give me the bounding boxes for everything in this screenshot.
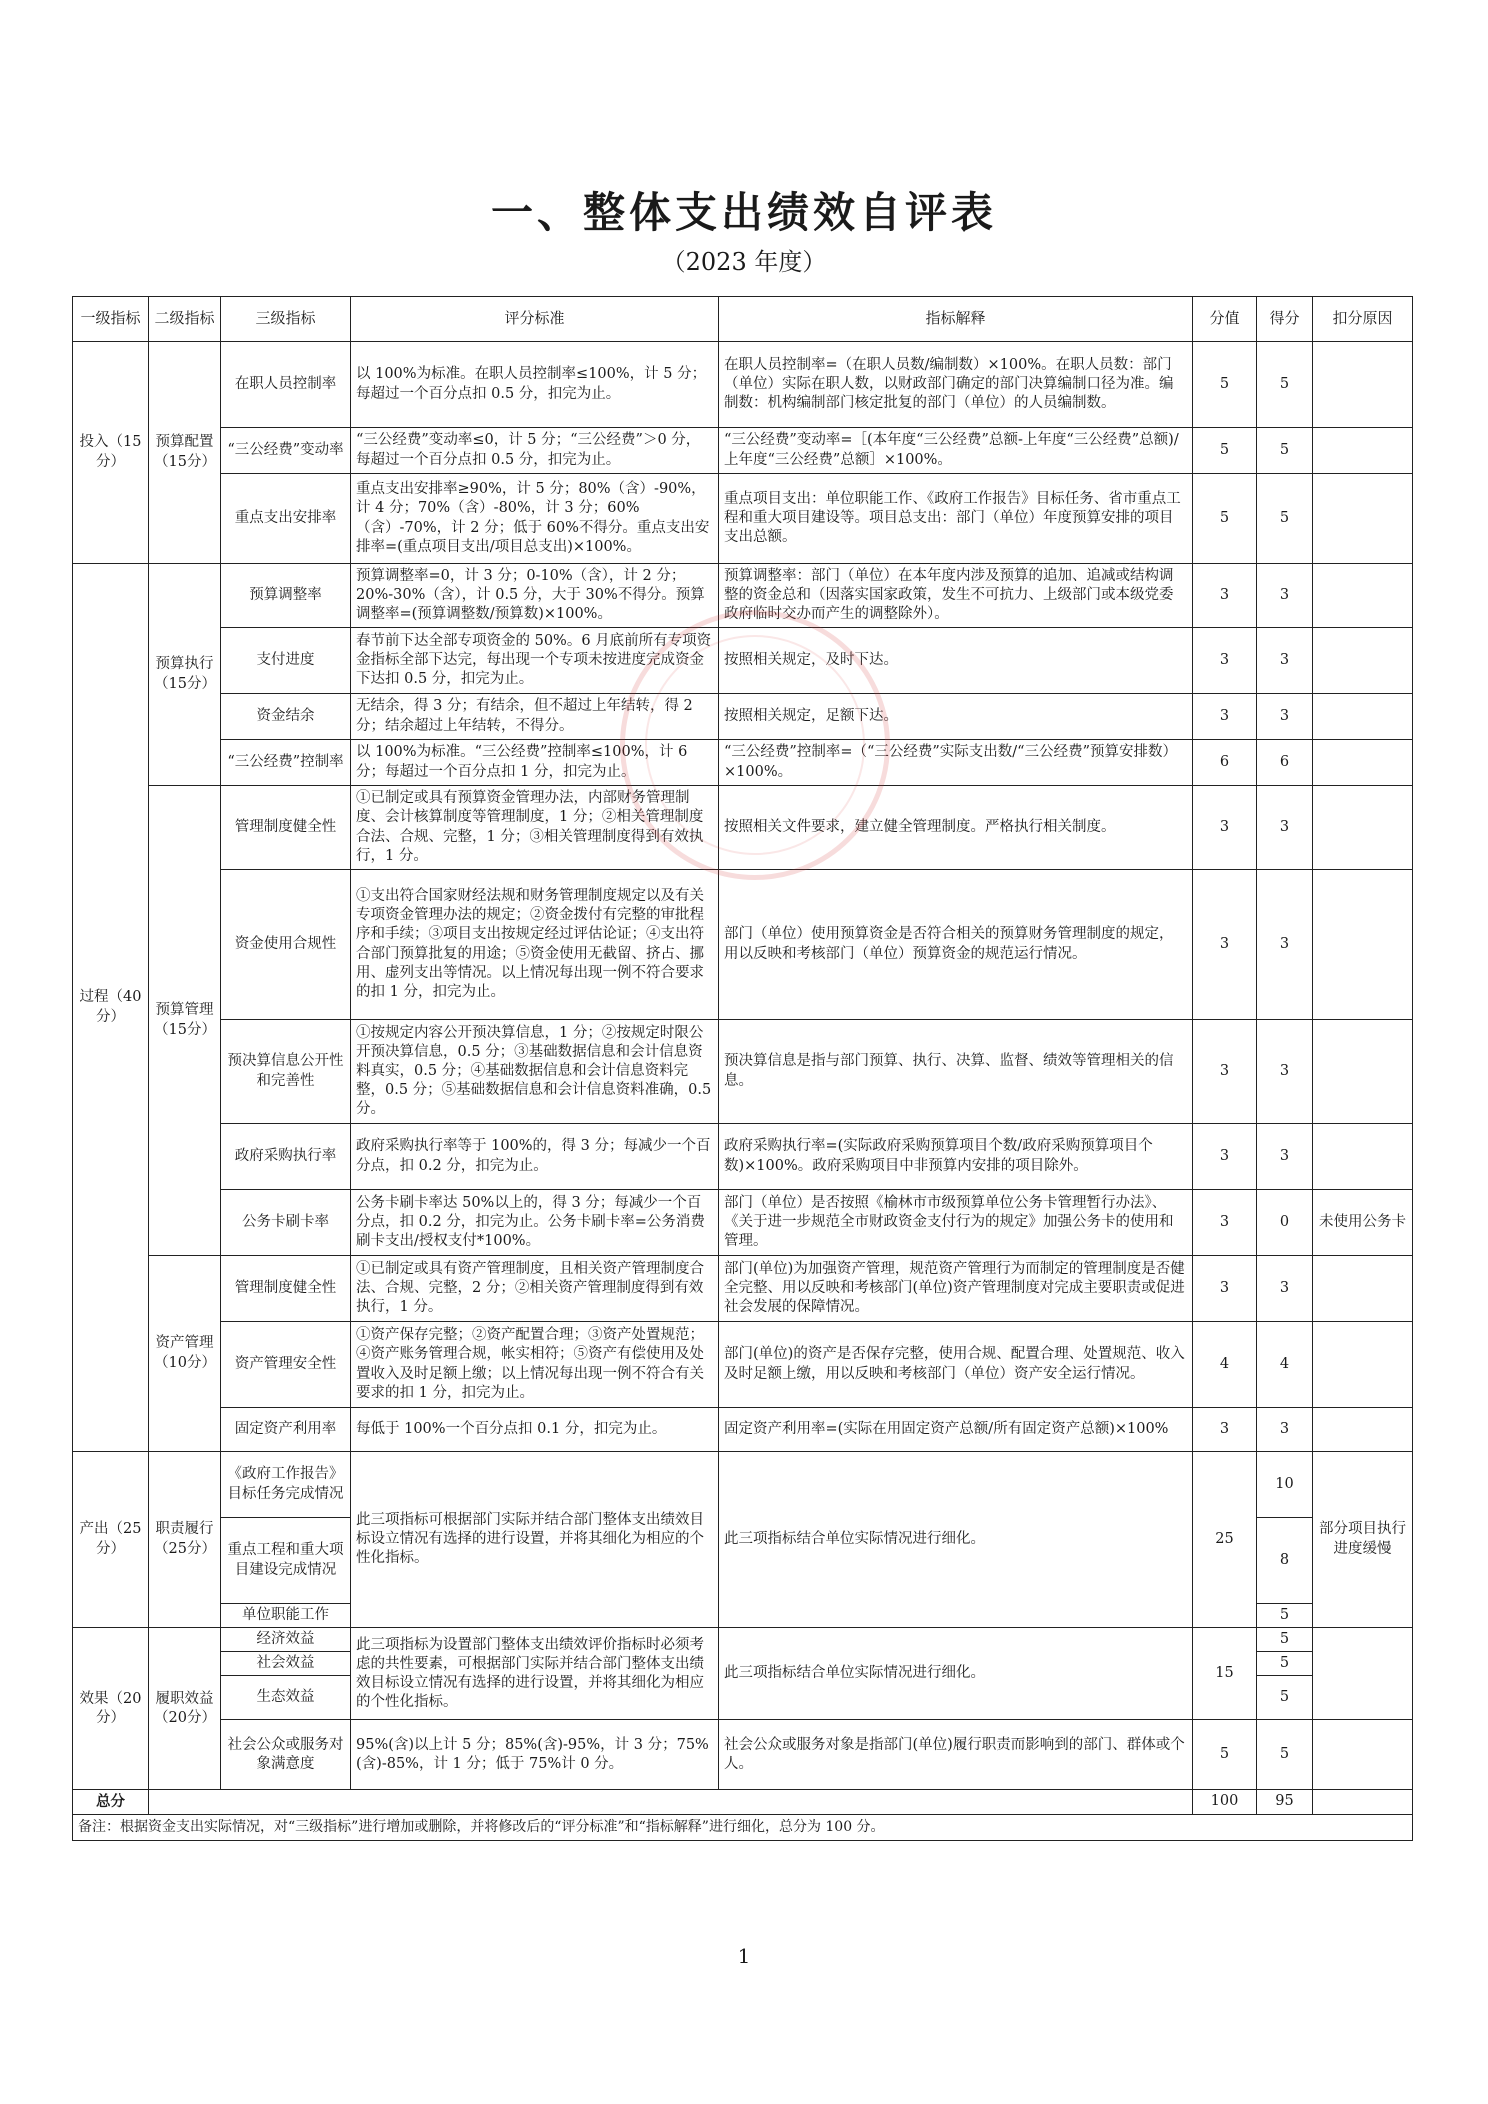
indicator: 在职人员控制率 xyxy=(221,342,351,428)
total-score: 95 xyxy=(1257,1790,1313,1814)
indicator: 支付进度 xyxy=(221,628,351,694)
group-output: 产出（25分） xyxy=(73,1452,149,1628)
header-level2: 二级指标 xyxy=(149,297,221,342)
header-explanation: 指标解释 xyxy=(719,297,1193,342)
header-reason: 扣分原因 xyxy=(1313,297,1413,342)
table-row xyxy=(73,1720,1413,1790)
table-row xyxy=(73,694,1413,740)
table-note: 备注：根据资金支出实际情况，对“三级指标”进行增加或删除，并将修改后的“评分标准”和“指标解释”进行细化，总分为 100 分。 xyxy=(73,1814,1413,1840)
points: 3 xyxy=(1193,1408,1257,1452)
explanation: 预算调整率：部门（单位）在本年度内涉及预算的追加、追减或结构调整的资金总和（因落实国家政策，发生不可抗力、上级部门或本级党委政府临时交办而产生的调整除外）。 xyxy=(719,564,1193,628)
score: 5 xyxy=(1257,1676,1313,1720)
standard: 95%(含)以上计 5 分；85%(含)-95%，计 3 分；75%(含)-85%，计 1 分；低于 75%计 0 分。 xyxy=(351,1720,719,1790)
table-row xyxy=(73,342,1413,428)
table-row xyxy=(73,1124,1413,1190)
score: 5 xyxy=(1257,474,1313,564)
reason xyxy=(1313,740,1413,786)
points: 5 xyxy=(1193,342,1257,428)
score: 4 xyxy=(1257,1322,1313,1408)
page-subtitle: （2023 年度） xyxy=(661,248,827,276)
indicator: 生态效益 xyxy=(221,1676,351,1720)
table-row xyxy=(73,870,1413,1020)
indicator: 《政府工作报告》目标任务完成情况 xyxy=(221,1452,351,1518)
header-points: 分值 xyxy=(1193,297,1257,342)
table-row xyxy=(73,786,1413,870)
reason xyxy=(1313,1020,1413,1124)
points: 5 xyxy=(1193,428,1257,474)
indicator: 资产管理安全性 xyxy=(221,1322,351,1408)
reason xyxy=(1313,786,1413,870)
explanation: 部门(单位)的资产是否保存完整，使用合规、配置合理、处置规范、收入及时足额上缴，用以反映和考核部门（单位）资产安全运行情况。 xyxy=(719,1322,1193,1408)
header-level3: 三级指标 xyxy=(221,297,351,342)
table-row xyxy=(73,1020,1413,1124)
score: 5 xyxy=(1257,1604,1313,1628)
indicator: 预算调整率 xyxy=(221,564,351,628)
reason xyxy=(1313,1124,1413,1190)
table-row xyxy=(73,428,1413,474)
points: 3 xyxy=(1193,1020,1257,1124)
indicator: 资金结余 xyxy=(221,694,351,740)
score: 3 xyxy=(1257,1020,1313,1124)
standard: 以 100%为标准。在职人员控制率≤100%，计 5 分；每超过一个百分点扣 0.5 分，扣完为止。 xyxy=(351,342,719,428)
indicator: 管理制度健全性 xyxy=(221,786,351,870)
standard: 无结余，得 3 分；有结余，但不超过上年结转，得 2 分；结余超过上年结转，不得分。 xyxy=(351,694,719,740)
points: 15 xyxy=(1193,1628,1257,1720)
points: 3 xyxy=(1193,564,1257,628)
score: 5 xyxy=(1257,428,1313,474)
reason: 未使用公务卡 xyxy=(1313,1190,1413,1256)
indicator: 重点工程和重大项目建设完成情况 xyxy=(221,1518,351,1604)
standard: 重点支出安排率≥90%，计 5 分；80%（含）-90%，计 4 分；70%（含）-80%，计 3 分；60%（含）-70%，计 2 分；低于 60%不得分。重点支出安排率=(重点项目支出/项目总支出)×100%。 xyxy=(351,474,719,564)
points: 3 xyxy=(1193,1256,1257,1322)
note-row xyxy=(73,1814,1413,1840)
reason xyxy=(1313,428,1413,474)
table-row xyxy=(73,1322,1413,1408)
standard: ①支出符合国家财经法规和财务管理制度规定以及有关专项资金管理办法的规定；②资金拨付有完整的审批程序和手续；③项目支出按规定经过评估论证；④支出符合部门预算批复的用途；⑤资金使用无截留、挤占、挪用、虚列支出等情况。以上情况每出现一例不符合要求的扣 1 分，扣完为止。 xyxy=(351,870,719,1020)
score: 3 xyxy=(1257,694,1313,740)
explanation: 政府采购执行率=(实际政府采购预算项目个数/政府采购预算项目个数)×100%。政府采购项目中非预算内安排的项目除外。 xyxy=(719,1124,1193,1190)
table-row xyxy=(73,1628,1413,1652)
score: 3 xyxy=(1257,1408,1313,1452)
standard: 此三项指标为设置部门整体支出绩效评价指标时必须考虑的共性要素，可根据部门实际并结合部门整体支出绩效目标设立情况有选择的进行设置，并将其细化为相应的个性化指标。 xyxy=(351,1628,719,1720)
explanation: “三公经费”变动率=［(本年度“三公经费”总额-上年度“三公经费”总额)/上年度“三公经费”总额］×100%。 xyxy=(719,428,1193,474)
score: 3 xyxy=(1257,870,1313,1020)
table-row xyxy=(73,564,1413,628)
group-budget-config: 预算配置（15分） xyxy=(149,342,221,564)
explanation: 部门（单位）是否按照《榆林市市级预算单位公务卡管理暂行办法》、《关于进一步规范全市财政资金支付行为的规定》加强公务卡的使用和管理。 xyxy=(719,1190,1193,1256)
standard: 每低于 100%一个百分点扣 0.1 分，扣完为止。 xyxy=(351,1408,719,1452)
standard: ①已制定或具有预算资金管理办法，内部财务管理制度、会计核算制度等管理制度，1 分；②相关管理制度合法、合规、完整，1 分；③相关管理制度得到有效执行，1 分。 xyxy=(351,786,719,870)
self-evaluation-table xyxy=(72,296,1413,1841)
points: 3 xyxy=(1193,694,1257,740)
reason xyxy=(1313,1322,1413,1408)
score: 8 xyxy=(1257,1518,1313,1604)
indicator: 公务卡刷卡率 xyxy=(221,1190,351,1256)
points: 5 xyxy=(1193,474,1257,564)
group-process: 过程（40分） xyxy=(73,564,149,1452)
standard: 此三项指标可根据部门实际并结合部门整体支出绩效目标设立情况有选择的进行设置，并将其细化为相应的个性化指标。 xyxy=(351,1452,719,1628)
score: 5 xyxy=(1257,1628,1313,1652)
points: 5 xyxy=(1193,1720,1257,1790)
score: 3 xyxy=(1257,786,1313,870)
group-input: 投入（15分） xyxy=(73,342,149,564)
explanation: 此三项指标结合单位实际情况进行细化。 xyxy=(719,1452,1193,1628)
standard: ①已制定或具有资产管理制度，且相关资产管理制度合法、合规、完整，2 分；②相关资产管理制度得到有效执行，1 分。 xyxy=(351,1256,719,1322)
explanation: 按照相关文件要求，建立健全管理制度。严格执行相关制度。 xyxy=(719,786,1193,870)
score: 10 xyxy=(1257,1452,1313,1518)
reason xyxy=(1313,628,1413,694)
points: 3 xyxy=(1193,1190,1257,1256)
indicator: 经济效益 xyxy=(221,1628,351,1652)
table-header-row xyxy=(73,297,1413,342)
indicator: 政府采购执行率 xyxy=(221,1124,351,1190)
standard: ①按规定内容公开预决算信息，1 分；②按规定时限公开预决算信息，0.5 分；③基础数据信息和会计信息资料真实，0.5 分；④基础数据信息和会计信息资料完整，0.5 分；⑤基础数据信息和会计信息资料准确，0.5 分。 xyxy=(351,1020,719,1124)
page-number: 1 xyxy=(737,1944,751,1968)
score: 3 xyxy=(1257,1256,1313,1322)
header-standard: 评分标准 xyxy=(351,297,719,342)
table-row xyxy=(73,740,1413,786)
total-points: 100 xyxy=(1193,1790,1257,1814)
header-level1: 一级指标 xyxy=(73,297,149,342)
reason xyxy=(1313,870,1413,1020)
total-row xyxy=(73,1790,1413,1814)
reason xyxy=(1313,1256,1413,1322)
indicator: 单位职能工作 xyxy=(221,1604,351,1628)
score: 5 xyxy=(1257,1720,1313,1790)
score: 3 xyxy=(1257,1124,1313,1190)
indicator: 重点支出安排率 xyxy=(221,474,351,564)
group-budget-mgmt: 预算管理（15分） xyxy=(149,786,221,1256)
explanation: 按照相关规定，足额下达。 xyxy=(719,694,1193,740)
indicator: 固定资产利用率 xyxy=(221,1408,351,1452)
explanation: 重点项目支出：单位职能工作、《政府工作报告》目标任务、省市重点工程和重大项目建设等。项目总支出：部门（单位）年度预算安排的项目支出总额。 xyxy=(719,474,1193,564)
points: 3 xyxy=(1193,628,1257,694)
reason xyxy=(1313,1408,1413,1452)
table-row xyxy=(73,1408,1413,1452)
reason xyxy=(1313,474,1413,564)
indicator: 资金使用合规性 xyxy=(221,870,351,1020)
reason xyxy=(1313,1628,1413,1720)
standard: “三公经费”变动率≤0，计 5 分；“三公经费”＞0 分，每超过一个百分点扣 0.5 分，扣完为止。 xyxy=(351,428,719,474)
reason xyxy=(1313,342,1413,428)
points: 25 xyxy=(1193,1452,1257,1628)
score: 3 xyxy=(1257,628,1313,694)
reason xyxy=(1313,694,1413,740)
group-asset-mgmt: 资产管理（10分） xyxy=(149,1256,221,1452)
explanation: “三公经费”控制率=（“三公经费”实际支出数/“三公经费”预算安排数）×100%。 xyxy=(719,740,1193,786)
table-row xyxy=(73,628,1413,694)
indicator: 预决算信息公开性和完善性 xyxy=(221,1020,351,1124)
indicator: “三公经费”控制率 xyxy=(221,740,351,786)
group-effect: 效果（20分） xyxy=(73,1628,149,1790)
points: 3 xyxy=(1193,786,1257,870)
explanation: 部门(单位)为加强资产管理，规范资产管理行为而制定的管理制度是否健全完整、用以反映和考核部门(单位)资产管理制度对完成主要职责或促进社会发展的保障情况。 xyxy=(719,1256,1193,1322)
score: 3 xyxy=(1257,564,1313,628)
page-title: 一、整体支出绩效自评表 xyxy=(490,188,997,237)
score: 5 xyxy=(1257,1652,1313,1676)
indicator: 社会公众或服务对象满意度 xyxy=(221,1720,351,1790)
standard: 公务卡刷卡率达 50%以上的，得 3 分；每减少一个百分点，扣 0.2 分，扣完为止。公务卡刷卡率=公务消费刷卡支出/授权支付*100%。 xyxy=(351,1190,719,1256)
indicator: 管理制度健全性 xyxy=(221,1256,351,1322)
indicator: “三公经费”变动率 xyxy=(221,428,351,474)
reason xyxy=(1313,1720,1413,1790)
explanation: 社会公众或服务对象是指部门(单位)履行职责而影响到的部门、群体或个人。 xyxy=(719,1720,1193,1790)
points: 3 xyxy=(1193,870,1257,1020)
points: 3 xyxy=(1193,1124,1257,1190)
table-row xyxy=(73,1452,1413,1518)
explanation: 预决算信息是指与部门预算、执行、决算、监督、绩效等管理相关的信息。 xyxy=(719,1020,1193,1124)
group-budget-exec: 预算执行（15分） xyxy=(149,564,221,786)
indicator: 社会效益 xyxy=(221,1652,351,1676)
score: 6 xyxy=(1257,740,1313,786)
table-row xyxy=(73,1190,1413,1256)
table-row xyxy=(73,1256,1413,1322)
total-label: 总分 xyxy=(73,1790,149,1814)
group-duty-benefit: 履职效益（20分） xyxy=(149,1628,221,1790)
explanation: 按照相关规定，及时下达。 xyxy=(719,628,1193,694)
points: 4 xyxy=(1193,1322,1257,1408)
table-row xyxy=(73,474,1413,564)
standard: 预算调整率=0，计 3 分；0-10%（含），计 2 分；20%-30%（含），计 0.5 分，大于 30%不得分。预算调整率=(预算调整数/预算数)×100%。 xyxy=(351,564,719,628)
points: 6 xyxy=(1193,740,1257,786)
group-duty-perform: 职责履行（25分） xyxy=(149,1452,221,1628)
explanation: 在职人员控制率=（在职人员数/编制数）×100%。在职人员数：部门（单位）实际在职人数，以财政部门确定的部门决算编制口径为准。编制数：机构编制部门核定批复的部门（单位）的人员编制数。 xyxy=(719,342,1193,428)
score: 5 xyxy=(1257,342,1313,428)
standard: 政府采购执行率等于 100%的，得 3 分；每减少一个百分点，扣 0.2 分，扣完为止。 xyxy=(351,1124,719,1190)
explanation: 此三项指标结合单位实际情况进行细化。 xyxy=(719,1628,1193,1720)
explanation: 固定资产利用率=(实际在用固定资产总额/所有固定资产总额)×100% xyxy=(719,1408,1193,1452)
reason: 部分项目执行进度缓慢 xyxy=(1313,1452,1413,1628)
score: 0 xyxy=(1257,1190,1313,1256)
header-score: 得分 xyxy=(1257,297,1313,342)
standard: 春节前下达全部专项资金的 50%。6 月底前所有专项资金指标全部下达完，每出现一个专项未按进度完成资金下达扣 0.5 分，扣完为止。 xyxy=(351,628,719,694)
reason xyxy=(1313,564,1413,628)
standard: ①资产保存完整；②资产配置合理；③资产处置规范；④资产账务管理合规，帐实相符；⑤资产有偿使用及处置收入及时足额上缴；以上情况每出现一例不符合有关要求的扣 1 分，扣完为止。 xyxy=(351,1322,719,1408)
explanation: 部门（单位）使用预算资金是否符合相关的预算财务管理制度的规定，用以反映和考核部门（单位）预算资金的规范运行情况。 xyxy=(719,870,1193,1020)
standard: 以 100%为标准。“三公经费”控制率≤100%，计 6 分；每超过一个百分点扣 1 分，扣完为止。 xyxy=(351,740,719,786)
